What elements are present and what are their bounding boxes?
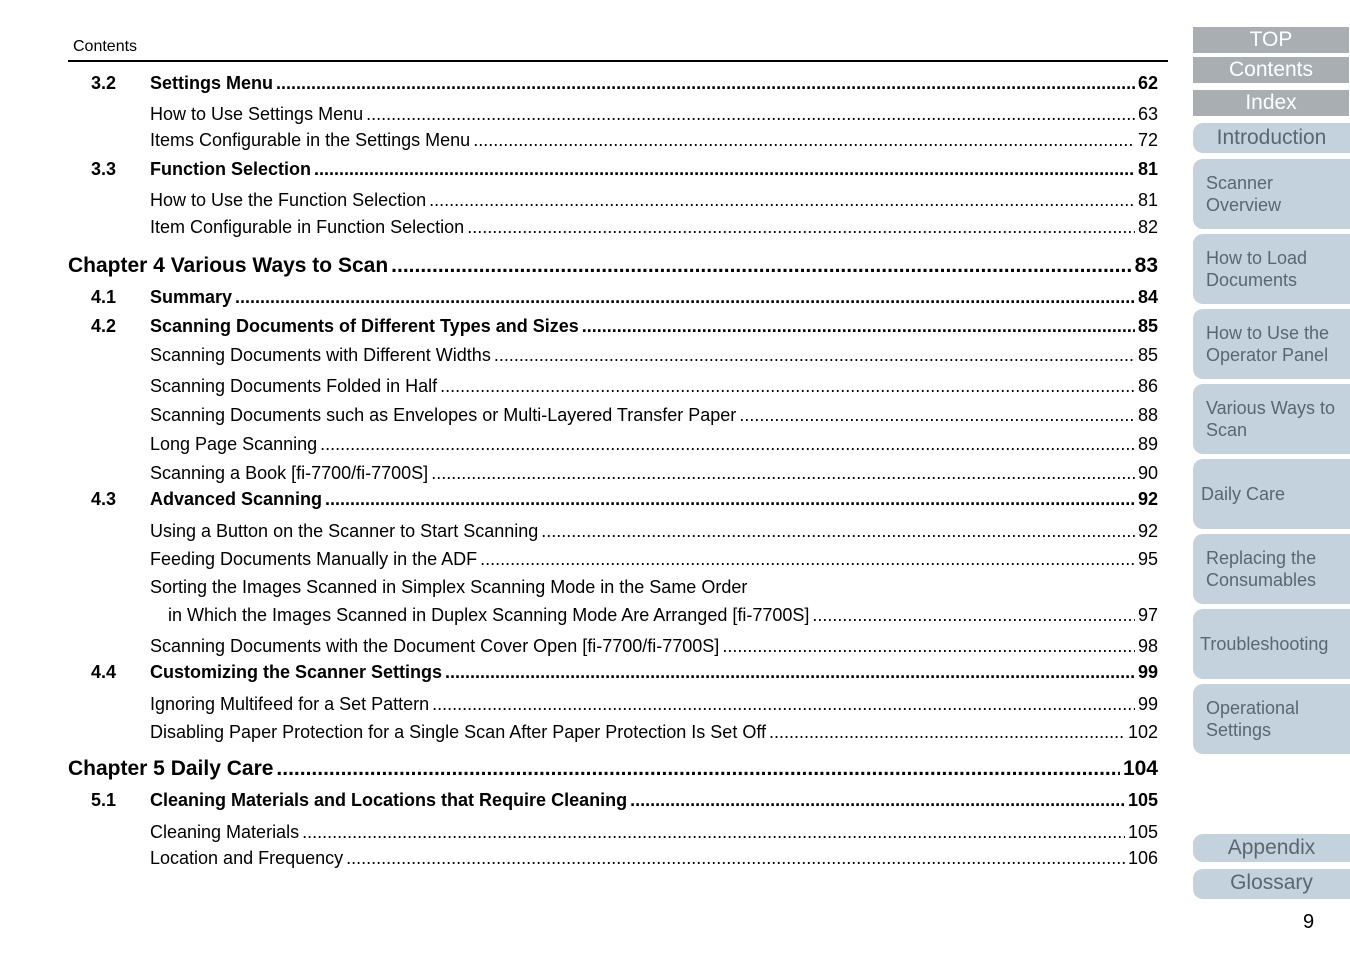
toc-page-number[interactable]: 86 <box>1137 376 1158 396</box>
toc-page-number[interactable]: 84 <box>1137 287 1158 307</box>
toc-page-number[interactable]: 97 <box>1137 605 1158 625</box>
toc-item-row[interactable] <box>150 463 1158 484</box>
nav-tab-label: Documents <box>1206 270 1298 290</box>
dot-leader <box>812 605 1135 626</box>
dot-leader <box>314 159 1135 180</box>
toc-entry-title[interactable]: Summary <box>150 287 233 307</box>
nav-tab-label: Troubleshooting <box>1200 634 1329 654</box>
toc-entry-title[interactable]: Sorting the Images Scanned in Simplex Scanning Mode in the Same Order <box>150 577 748 597</box>
toc-section-row[interactable] <box>91 662 1158 683</box>
toc-item-row[interactable] <box>150 822 1158 843</box>
dot-leader <box>582 316 1135 337</box>
nav-tab-label: Scan <box>1206 420 1248 440</box>
toc-page-number[interactable]: 99 <box>1137 694 1158 714</box>
dot-leader <box>346 848 1125 869</box>
nav-tab-various-ways-to-scan[interactable] <box>1193 384 1350 454</box>
dot-leader <box>429 190 1135 211</box>
toc-section-row[interactable] <box>91 159 1158 180</box>
nav-top-button[interactable]: TOP <box>1193 27 1349 53</box>
toc-section-row[interactable] <box>91 316 1158 337</box>
toc-item-row[interactable] <box>150 217 1158 238</box>
toc-item-row[interactable] <box>150 549 1158 570</box>
dot-leader <box>722 636 1135 657</box>
toc-entry-title[interactable]: Scanning a Book [fi-7700/fi-7700S] <box>150 463 429 483</box>
nav-tab-how-to-load-documents[interactable] <box>1193 234 1350 304</box>
dot-leader <box>769 722 1125 743</box>
toc-page-number[interactable]: 95 <box>1137 549 1158 569</box>
nav-tab-troubleshooting[interactable] <box>1193 609 1350 679</box>
toc-page-number[interactable]: 102 <box>1127 722 1158 742</box>
toc-item-row[interactable] <box>150 376 1158 397</box>
toc-item-row[interactable] <box>150 405 1158 426</box>
nav-tab-label: Operator Panel <box>1206 345 1329 365</box>
toc-entry-title[interactable]: Feeding Documents Manually in the ADF <box>150 549 478 569</box>
dot-leader <box>440 376 1135 397</box>
toc-item-row[interactable] <box>168 605 1158 626</box>
nav-tab-label: Scanner <box>1206 173 1274 193</box>
dot-leader <box>391 254 1131 278</box>
toc-entry-title[interactable]: Chapter 4 Various Ways to Scan <box>68 254 389 277</box>
toc-entry-title[interactable]: Scanning Documents of Different Types and Sizes <box>150 316 579 336</box>
toc-section-number: 3.3 <box>91 159 117 179</box>
toc-page-number[interactable]: 85 <box>1137 345 1158 365</box>
toc-entry-title[interactable]: Settings Menu <box>150 73 274 93</box>
toc-entry-title[interactable]: How to Use the Function Selection <box>150 190 427 210</box>
toc-page-number[interactable]: 106 <box>1127 848 1158 868</box>
side-navigation <box>1193 0 1350 954</box>
nav-tab-operational-settings[interactable] <box>1193 684 1350 754</box>
dot-leader <box>302 822 1125 843</box>
toc-section-row[interactable] <box>91 790 1158 811</box>
toc-section-number: 4.1 <box>91 287 117 307</box>
toc-page-number[interactable]: 99 <box>1137 662 1158 682</box>
nav-tab-operator-panel[interactable] <box>1193 309 1350 379</box>
toc-section-row[interactable] <box>91 489 1158 510</box>
toc-entry-title[interactable]: Using a Button on the Scanner to Start Scanning <box>150 521 539 541</box>
nav-introduction-tab[interactable]: Introduction <box>1193 123 1350 153</box>
toc-item-row[interactable] <box>150 636 1158 657</box>
toc-page-number[interactable]: 89 <box>1137 434 1158 454</box>
toc-page-number[interactable]: 81 <box>1137 159 1158 179</box>
dot-leader <box>276 73 1135 94</box>
toc-section-number: 4.2 <box>91 316 117 336</box>
dot-leader <box>325 489 1135 510</box>
toc-item-row[interactable] <box>150 722 1158 743</box>
toc-section-number: 4.4 <box>91 662 117 682</box>
dot-leader <box>480 549 1135 570</box>
nav-appendix-tab[interactable]: Appendix <box>1193 834 1350 862</box>
nav-tab-label: Overview <box>1206 195 1282 215</box>
dot-leader <box>630 790 1125 811</box>
nav-tab-label: Daily Care <box>1201 484 1286 504</box>
toc-item-row[interactable] <box>150 130 1158 151</box>
toc-entry-title[interactable]: How to Use Settings Menu <box>150 104 364 124</box>
toc-chapter-row[interactable] <box>68 757 1158 781</box>
dot-leader <box>235 287 1135 308</box>
dot-leader <box>276 757 1120 781</box>
dot-leader <box>320 434 1135 455</box>
toc-page-number[interactable]: 82 <box>1137 217 1158 237</box>
nav-index-button[interactable]: Index <box>1193 90 1349 116</box>
toc-section-number: 3.2 <box>91 73 117 93</box>
toc-entry-title[interactable]: Advanced Scanning <box>150 489 323 509</box>
toc-page-number[interactable]: 104 <box>1122 757 1158 780</box>
toc-page-number[interactable]: 98 <box>1137 636 1158 656</box>
toc-section-row[interactable] <box>91 73 1158 94</box>
toc-item-row[interactable] <box>150 848 1158 869</box>
toc-entry-title[interactable]: Scanning Documents with the Document Cover Open [fi-7700/fi-7700S] <box>150 636 720 656</box>
nav-tab-scanner-overview[interactable] <box>1193 159 1350 229</box>
nav-glossary-tab[interactable]: Glossary <box>1193 869 1350 899</box>
nav-tab-label: How to Use the <box>1206 323 1330 343</box>
toc-entry-title[interactable]: in Which the Images Scanned in Duplex Scanning Mode Are Arranged [fi-7700S] <box>168 605 810 625</box>
toc-item-row[interactable] <box>150 521 1158 542</box>
toc-section-number: 5.1 <box>91 790 117 810</box>
dot-leader <box>494 345 1135 366</box>
toc-entry-title[interactable]: Function Selection <box>150 159 312 179</box>
dot-leader <box>467 217 1135 238</box>
nav-tab-label: Settings <box>1206 720 1272 740</box>
toc-entry-title[interactable]: Scanning Documents such as Envelopes or Multi-Layered Transfer Paper <box>150 405 737 425</box>
toc-chapter-row[interactable] <box>68 254 1158 278</box>
toc-entry-title[interactable]: Cleaning Materials and Locations that Require Cleaning <box>150 790 628 810</box>
dot-leader <box>473 130 1135 151</box>
nav-tab-label: Consumables <box>1206 570 1317 590</box>
nav-tab-daily-care[interactable] <box>1193 459 1350 529</box>
toc-entry-title[interactable]: Items Configurable in the Settings Menu <box>150 130 471 150</box>
toc-section-number: 4.3 <box>91 489 117 509</box>
dot-leader <box>431 463 1135 484</box>
dot-leader <box>366 104 1135 125</box>
toc-page-number[interactable]: 88 <box>1137 405 1158 425</box>
toc-page-number[interactable]: 92 <box>1137 521 1158 541</box>
toc-page-number[interactable]: 63 <box>1137 104 1158 124</box>
toc-page-number[interactable]: 105 <box>1127 790 1158 810</box>
toc-section-row[interactable] <box>91 287 1158 308</box>
nav-tab-label: Operational <box>1206 698 1300 718</box>
toc-entry-title[interactable]: Customizing the Scanner Settings <box>150 662 443 682</box>
toc-entry-title[interactable]: Ignoring Multifeed for a Set Pattern <box>150 694 430 714</box>
toc-item-row[interactable] <box>150 190 1158 211</box>
toc-page-number[interactable]: 81 <box>1137 190 1158 210</box>
nav-tab-label: How to Load <box>1206 248 1308 268</box>
dot-leader <box>432 694 1135 715</box>
toc-entry-title[interactable]: Location and Frequency <box>150 848 344 868</box>
toc-page-number[interactable]: 92 <box>1137 489 1158 509</box>
toc-entry-title[interactable]: Disabling Paper Protection for a Single Scan After Paper Protection Is Set Off <box>150 722 766 742</box>
toc-page-number[interactable]: 85 <box>1137 316 1158 336</box>
toc-page-number[interactable]: 72 <box>1137 130 1158 150</box>
nav-tab-replacing-consumables[interactable] <box>1193 534 1350 604</box>
toc-entry-title[interactable]: Long Page Scanning <box>150 434 318 454</box>
toc-entry-title[interactable]: Chapter 5 Daily Care <box>68 757 274 780</box>
toc-item-row[interactable] <box>150 694 1158 715</box>
header-label: Contents <box>73 38 138 55</box>
nav-contents-button[interactable]: Contents <box>1193 57 1349 83</box>
toc-page-number[interactable]: 83 <box>1134 254 1158 277</box>
toc-item-row[interactable] <box>150 577 1158 598</box>
toc-item-row[interactable] <box>150 434 1158 455</box>
nav-tab-label: Various Ways to <box>1206 398 1336 418</box>
dot-leader <box>445 662 1135 683</box>
toc-entry-title[interactable]: Scanning Documents with Different Widths <box>150 345 491 365</box>
page-number: 9 <box>1303 911 1315 933</box>
toc-entry-title[interactable]: Cleaning Materials <box>150 822 300 842</box>
dot-leader <box>541 521 1135 542</box>
toc-page-number[interactable]: 105 <box>1127 822 1158 842</box>
dot-leader <box>739 405 1135 426</box>
toc-page-number[interactable]: 90 <box>1137 463 1158 483</box>
nav-tab-label: Replacing the <box>1206 548 1317 568</box>
toc-item-row[interactable] <box>150 345 1158 366</box>
toc-page-number[interactable]: 62 <box>1137 73 1158 93</box>
toc-item-row[interactable] <box>150 104 1158 125</box>
toc-entry-title[interactable]: Item Configurable in Function Selection <box>150 217 465 237</box>
toc-entry-title[interactable]: Scanning Documents Folded in Half <box>150 376 438 396</box>
